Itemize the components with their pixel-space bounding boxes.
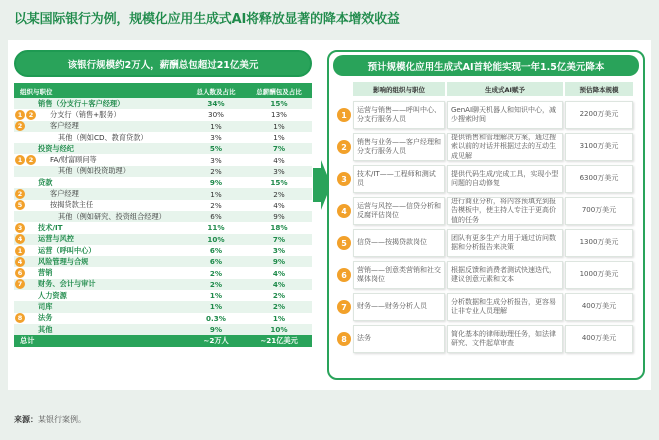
number-badge: 6 (15, 268, 25, 278)
row-label: 其他（例如投资助理） (58, 166, 130, 176)
number-badge: 4 (15, 257, 25, 267)
number-badge: 2 (26, 110, 36, 120)
compensation-value: 4% (273, 155, 285, 165)
compensation-value: 4% (272, 268, 286, 278)
number-badge: 5 (337, 236, 351, 250)
headcount-value: 1% (209, 302, 223, 312)
headcount-value: 6% (209, 246, 223, 255)
saving-value: 1300万美元 (565, 229, 633, 257)
headcount-value: 6% (209, 257, 223, 267)
row-label: 其他 (38, 324, 53, 334)
badge-cell (14, 189, 38, 199)
genai-capability: 提供销售和管理解决方案，通过搜索以前的对话并根据过去的互动生成见解 (447, 133, 563, 161)
row-label: 财务、会计与审计 (38, 279, 96, 289)
saving-value: 1000万美元 (565, 261, 633, 289)
headcount-value: 1% (209, 291, 223, 301)
savings-table-header (343, 82, 637, 96)
number-badge: 2 (15, 121, 25, 131)
compensation-value: 2% (272, 302, 286, 312)
table-row (14, 324, 312, 335)
row-label: 其他（例如CD、教育贷款） (58, 132, 148, 142)
saving-value: 3100万美元 (565, 133, 633, 161)
compensation-value: 3% (273, 166, 285, 176)
table-row (14, 267, 312, 278)
savings-row (335, 292, 639, 322)
saving-value: 6300万美元 (565, 165, 633, 193)
headcount-value: 9% (209, 325, 223, 335)
table-row (14, 121, 312, 132)
source-text: 某银行案例。 (38, 415, 86, 424)
number-badge: 4 (337, 204, 351, 218)
table-row (14, 256, 312, 267)
savings-row (335, 324, 639, 354)
org-table (14, 83, 312, 347)
source-note (14, 414, 86, 425)
row-label: 贷款 (38, 177, 53, 187)
genai-capability: 分析数据和生成分析报告，更容易让非专业人员理解 (447, 293, 563, 321)
total-headcount: ~2万人 (203, 336, 229, 346)
compensation-value: 7% (272, 234, 286, 244)
header-headcount: 总人数及占比 (196, 87, 236, 96)
row-label: 运营（呼叫中心） (38, 245, 96, 255)
savings-row (335, 100, 639, 130)
savings-row (335, 196, 639, 226)
table-row (14, 188, 312, 199)
row-label: 风险管理与合规 (38, 256, 89, 266)
savings-banner: 预计规模化应用生成式AI首轮能实现一年1.5亿美元降本 (333, 55, 639, 76)
savings-row (335, 132, 639, 162)
genai-capability: 团队有更多生产力用于通过访问数据和分析报告来决策 (447, 229, 563, 257)
table-row (14, 98, 312, 109)
number-badge: 2 (26, 155, 36, 165)
number-badge: 2 (15, 189, 25, 199)
affected-role: 信贷——按揭贷款岗位 (353, 229, 445, 257)
table-row (14, 177, 312, 188)
compensation-value: 4% (273, 200, 285, 210)
saving-value: 2200万美元 (565, 101, 633, 129)
badge-cell (14, 313, 38, 323)
header-saving: 预估降本规模 (565, 82, 633, 96)
table-row (14, 211, 312, 222)
savings-row (335, 164, 639, 194)
table-row (14, 301, 312, 312)
savings-row (335, 228, 639, 258)
affected-role: 运营与风控——信贷分析和反腐评估岗位 (353, 197, 445, 225)
row-label: 分支行（销售+服务） (50, 109, 121, 119)
total-row (14, 335, 312, 347)
row-label: 法务 (38, 313, 53, 323)
row-label: 投资与经纪 (38, 143, 74, 153)
header-org: 组织与职位 (20, 87, 53, 96)
number-badge: 3 (15, 223, 25, 233)
genai-capability: GenAI聊天机器人和知识中心，减少搜索时间 (447, 101, 563, 129)
saving-value: 400万美元 (565, 325, 633, 353)
headcount-value: 0.3% (206, 313, 226, 323)
badge-cell (14, 155, 38, 165)
badge-cell (14, 257, 38, 267)
headcount-value: 5% (209, 144, 223, 154)
bank-scale-banner: 该银行规模约2万人，薪酬总包超过21亿美元 (14, 50, 312, 77)
number-badge: 1 (337, 108, 351, 122)
headcount-value: 30% (208, 110, 224, 120)
number-badge: 3 (337, 172, 351, 186)
headcount-value: 2% (209, 268, 223, 278)
table-row (14, 290, 312, 301)
number-badge: 7 (15, 279, 25, 289)
header-genai: 生成式AI赋予 (447, 82, 563, 96)
row-label: 客户经理 (50, 121, 79, 131)
compensation-value: 2% (273, 189, 285, 199)
total-label: 总计 (20, 336, 35, 346)
badge-cell (14, 121, 38, 131)
headcount-value: 10% (207, 234, 225, 244)
compensation-value: 7% (272, 144, 286, 154)
row-label: 运营与风控 (38, 234, 74, 244)
number-badge: 5 (15, 200, 25, 210)
savings-panel (327, 50, 645, 380)
bank-structure-panel (14, 50, 312, 378)
compensation-value: 9% (272, 257, 286, 267)
compensation-value: 18% (270, 223, 288, 233)
saving-value: 400万美元 (565, 293, 633, 321)
badge-cell (14, 110, 38, 120)
affected-role: 技术/IT——工程师和测试员 (353, 165, 445, 193)
source-label: 来源： (14, 415, 38, 424)
genai-capability: 进行商业分析，将内容预填充到报告模板中，使主持人专注于更高价值的任务 (447, 197, 563, 225)
row-label: FA/财富顾问等 (50, 155, 97, 165)
table-row (14, 143, 312, 154)
headcount-value: 1% (210, 189, 222, 199)
headcount-value: 11% (207, 223, 225, 233)
arrow-shaft (313, 168, 321, 202)
compensation-value: 2% (272, 291, 286, 301)
row-label: 技术/IT (38, 222, 63, 232)
compensation-value: 4% (272, 279, 286, 289)
number-badge: 1 (15, 246, 25, 256)
table-row (14, 222, 312, 233)
table-row (14, 313, 312, 324)
number-badge: 1 (15, 155, 25, 165)
number-badge: 8 (15, 313, 25, 323)
savings-row (335, 260, 639, 290)
badge-cell (14, 268, 38, 278)
row-label: 司库 (38, 301, 53, 311)
headcount-value: 2% (210, 200, 222, 210)
headcount-value: 6% (210, 212, 222, 222)
page-title: 以某国际银行为例，规模化应用生成式AI将释放显著的降本增效收益 (14, 12, 400, 27)
number-badge: 8 (337, 332, 351, 346)
badge-cell (14, 234, 38, 244)
genai-capability: 根据反馈和消费者测试快速迭代，建议创意元素和文本 (447, 261, 563, 289)
headcount-value: 9% (209, 178, 223, 188)
table-row (14, 132, 312, 143)
compensation-value: 15% (270, 178, 288, 188)
table-row (14, 154, 312, 165)
headcount-value: 2% (210, 166, 222, 176)
headcount-value: 1% (210, 121, 222, 131)
compensation-value: 1% (273, 121, 285, 131)
compensation-value: 1% (272, 313, 286, 323)
affected-role: 运营与销售——呼叫中心、分支行服务人员 (353, 101, 445, 129)
compensation-value: 1% (273, 133, 285, 143)
number-badge: 4 (15, 234, 25, 244)
table-row (14, 166, 312, 177)
table-row (14, 245, 312, 256)
number-badge: 1 (15, 110, 25, 120)
headcount-value: 3% (210, 155, 222, 165)
compensation-value: 13% (271, 110, 287, 120)
number-badge: 2 (337, 140, 351, 154)
headcount-value: 2% (209, 279, 223, 289)
genai-capability: 简化基本的律师助理任务，如法律研究、文件起草审查 (447, 325, 563, 353)
badge-cell (14, 246, 38, 256)
compensation-value: 3% (272, 246, 286, 255)
table-row (14, 200, 312, 211)
row-label: 销售（分支行＋客户经理） (38, 98, 125, 108)
affected-role: 销售与业务——客户经理和分支行服务人员 (353, 133, 445, 161)
affected-role: 法务 (353, 325, 445, 353)
row-label: 人力资源 (38, 290, 67, 300)
badge-cell (14, 279, 38, 289)
compensation-value: 15% (270, 99, 288, 109)
table-row (14, 279, 312, 290)
badge-cell (14, 223, 38, 233)
compensation-value: 10% (270, 325, 288, 335)
number-badge: 6 (337, 268, 351, 282)
row-label: 营销 (38, 268, 53, 278)
row-label: 按揭贷款主任 (50, 200, 94, 210)
headcount-value: 3% (210, 133, 222, 143)
genai-capability: 提供代码生成/完成工具，实现小型问题的自动修复 (447, 165, 563, 193)
affected-role: 财务——财务分析人员 (353, 293, 445, 321)
saving-value: 700万美元 (565, 197, 633, 225)
number-badge: 7 (337, 300, 351, 314)
table-row (14, 234, 312, 245)
row-label: 其他（例如研究、投资组合经理） (58, 211, 166, 221)
header-affected-roles: 影响的组织与职位 (353, 82, 445, 96)
badge-cell (14, 200, 38, 210)
row-label: 客户经理 (50, 189, 79, 199)
header-compensation: 总薪酬包及占比 (256, 87, 302, 96)
total-compensation: ~21亿美元 (260, 336, 298, 346)
table-row (14, 109, 312, 120)
affected-role: 营销——创意类营销和社交媒体岗位 (353, 261, 445, 289)
headcount-value: 34% (207, 99, 225, 109)
org-table-header (14, 84, 312, 98)
compensation-value: 9% (273, 212, 285, 222)
